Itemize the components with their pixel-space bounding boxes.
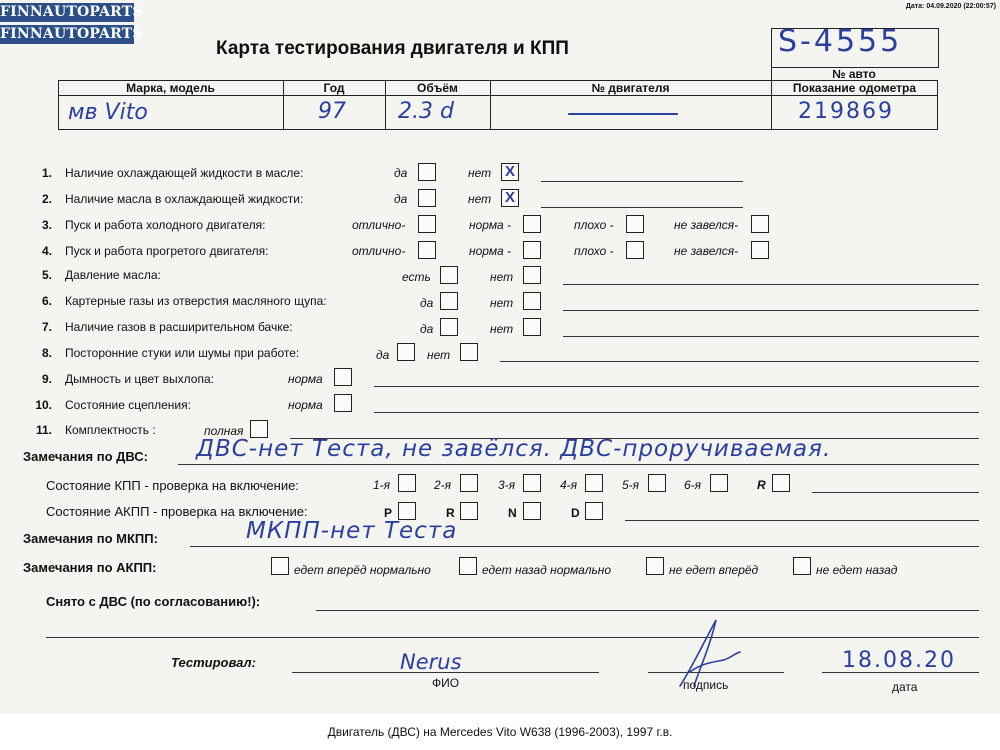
checkbox[interactable] [523, 474, 541, 492]
item-number: 7. [41, 320, 52, 334]
option-label: едет вперёд нормально [294, 563, 431, 577]
gear-label: D [571, 506, 580, 520]
option-label: не завелся- [674, 218, 739, 232]
item-number: 3. [41, 218, 52, 232]
item-label: Пуск и работа холодного двигателя: [65, 218, 266, 232]
gear-label: 3-я [498, 478, 516, 492]
checkbox[interactable] [793, 557, 811, 575]
fill-line [563, 310, 979, 311]
fill-line [563, 336, 979, 337]
checkbox[interactable] [418, 215, 436, 233]
checkbox[interactable] [440, 292, 458, 310]
kpp-check-label: Состояние КПП - проверка на включение: [46, 478, 299, 493]
gear-label: N [508, 506, 517, 520]
signature-label: подпись [683, 678, 729, 692]
option-label: нет [468, 166, 492, 180]
item-number: 6. [41, 294, 52, 308]
remarks-mkpp-label: Замечания по МКПП: [23, 531, 158, 546]
item-number: 5. [41, 268, 52, 282]
col-volume: Объём [417, 81, 458, 95]
checkbox[interactable] [585, 502, 603, 520]
fio-label: ФИО [432, 676, 460, 690]
item-label: Картерные газы из отверстия масляного щупа: [65, 294, 327, 308]
engine-number-dash [568, 113, 678, 115]
remarks-dvs-value: ДВС-нет Теста, не завёлся. ДВС-проручиваемая. [196, 436, 832, 462]
checkbox[interactable] [626, 215, 644, 233]
item-label: Наличие масла в охлаждающей жидкости: [65, 192, 304, 206]
item-number: 11. [35, 423, 52, 437]
item-number: 4. [41, 244, 52, 258]
gear-label: 2-я [434, 478, 452, 492]
checkbox[interactable] [710, 474, 728, 492]
fill-line [541, 181, 743, 182]
fill-line [500, 361, 979, 362]
value-year: 97 [318, 99, 346, 124]
auto-number-label: № авто [832, 67, 876, 81]
fill-line [178, 464, 979, 465]
item-label: Посторонние стуки или шумы при работе: [65, 346, 300, 360]
option-label: не завелся- [674, 244, 739, 258]
checkbox[interactable] [398, 474, 416, 492]
checkbox[interactable] [523, 241, 541, 259]
fill-line [541, 207, 743, 208]
checkbox[interactable] [440, 318, 458, 336]
checkbox[interactable] [772, 474, 790, 492]
checkbox[interactable] [460, 502, 478, 520]
col-brand-model: Марка, модель [126, 81, 215, 95]
gear-label: 5-я [622, 478, 640, 492]
fill-line [374, 412, 979, 413]
remarks-dvs-label: Замечания по ДВС: [23, 449, 148, 464]
checkbox[interactable] [418, 241, 436, 259]
checkbox[interactable] [585, 474, 603, 492]
fill-line [812, 492, 979, 493]
fill-line [374, 386, 979, 387]
remarks-mkpp-value: МКПП-нет Теста [246, 518, 458, 544]
option-label: нет [490, 270, 514, 284]
option-label: не едет назад [816, 563, 898, 577]
checkbox[interactable] [334, 394, 352, 412]
option-label: нет [490, 322, 514, 336]
checkbox[interactable] [459, 557, 477, 575]
gear-label: 6-я [684, 478, 702, 492]
option-label: отлично- [352, 244, 406, 258]
col-engine-number: № двигателя [591, 81, 670, 95]
gear-label: R [757, 478, 766, 492]
option-label: норма - [469, 218, 512, 232]
gear-label: 4-я [560, 478, 578, 492]
item-number: 10. [35, 398, 52, 412]
option-label: едет назад нормально [482, 563, 612, 577]
option-label: норма - [469, 244, 512, 258]
option-label: да [394, 192, 408, 206]
option-label: норма [288, 398, 323, 412]
fill-line [625, 520, 979, 521]
checkbox[interactable] [397, 343, 415, 361]
item-label: Наличие газов в расширительном бачке: [65, 320, 293, 334]
gear-label: P [384, 506, 393, 520]
checkbox[interactable] [460, 474, 478, 492]
option-label: есть [402, 270, 431, 284]
item-label: Дымность и цвет выхлопа: [65, 372, 214, 386]
checkbox[interactable] [751, 241, 769, 259]
akpp-check-label: Состояние АКПП - проверка на включение: [46, 504, 308, 519]
date-label: дата [892, 680, 918, 694]
item-number: 8. [41, 346, 52, 360]
option-label: не едет вперёд [669, 563, 759, 577]
value-odometer: 219869 [798, 99, 894, 124]
item-label: Наличие охлаждающей жидкости в масле: [65, 166, 304, 180]
checkbox[interactable] [460, 343, 478, 361]
gear-label: 1-я [373, 478, 391, 492]
checkbox[interactable] [523, 266, 541, 284]
date-stamp: Дата: 04.09.2020 (22:00:57) [905, 3, 996, 10]
removed-label: Снято с ДВС (по согласованию!): [46, 594, 261, 609]
option-label: плохо - [574, 218, 614, 232]
header-divider [58, 95, 938, 96]
fill-line [563, 284, 979, 285]
option-label: отлично- [352, 218, 406, 232]
test-date: 18.08.20 [842, 648, 956, 673]
page-title: Карта тестирования двигателя и КПП [216, 38, 569, 59]
item-label: Пуск и работа прогретого двигателя: [65, 244, 269, 258]
option-label: да [420, 296, 434, 310]
col-year: Год [323, 81, 345, 95]
fill-line [46, 637, 979, 638]
checkbox[interactable] [418, 189, 436, 207]
option-label: норма [288, 372, 323, 386]
checkbox[interactable] [440, 266, 458, 284]
tested-label: Тестировал: [171, 655, 256, 670]
fill-line [190, 546, 979, 547]
checked-mark: X [504, 163, 515, 180]
option-label: да [376, 348, 390, 362]
remarks-akpp-label: Замечания по АКПП: [23, 560, 157, 575]
checkbox[interactable] [271, 557, 289, 575]
checkbox[interactable] [648, 474, 666, 492]
checkbox[interactable] [523, 215, 541, 233]
col-divider-4 [771, 66, 772, 130]
watermark-logo-2: FINNAUTOPARTS [0, 26, 143, 42]
checkbox[interactable] [418, 163, 436, 181]
item-number: 9. [41, 372, 52, 386]
checkbox[interactable] [523, 292, 541, 310]
gear-label: R [446, 506, 455, 520]
checkbox[interactable] [646, 557, 664, 575]
checkbox[interactable] [626, 241, 644, 259]
fill-line [316, 610, 979, 611]
option-label: нет [468, 192, 492, 206]
checkbox[interactable] [334, 368, 352, 386]
value-volume: 2.3 d [398, 99, 454, 124]
option-label: нет [490, 296, 514, 310]
item-label: Комплектность : [65, 423, 156, 437]
item-label: Давление масла: [65, 268, 161, 282]
tester-name: Nerus [400, 650, 462, 674]
checkbox[interactable] [751, 215, 769, 233]
option-label: плохо - [574, 244, 614, 258]
option-label: полная [204, 424, 244, 438]
item-label: Состояние сцепления: [65, 398, 191, 412]
option-label: нет [427, 348, 451, 362]
col-odometer: Показание одометра [792, 81, 917, 95]
value-brand-model: мв Vito [68, 100, 148, 125]
checkbox[interactable] [523, 318, 541, 336]
footer-caption: Двигатель (ДВС) на Mercedes Vito W638 (1996-2003), 1997 г.в. [0, 714, 1000, 750]
checkbox[interactable] [523, 502, 541, 520]
option-label: да [394, 166, 408, 180]
option-label: да [420, 322, 434, 336]
watermark-logo: FINNAUTOPARTS [0, 4, 143, 20]
item-number: 2. [41, 192, 52, 206]
auto-number-value: S-4555 [778, 24, 903, 59]
checked-mark: X [504, 189, 515, 206]
item-number: 1. [41, 166, 52, 180]
